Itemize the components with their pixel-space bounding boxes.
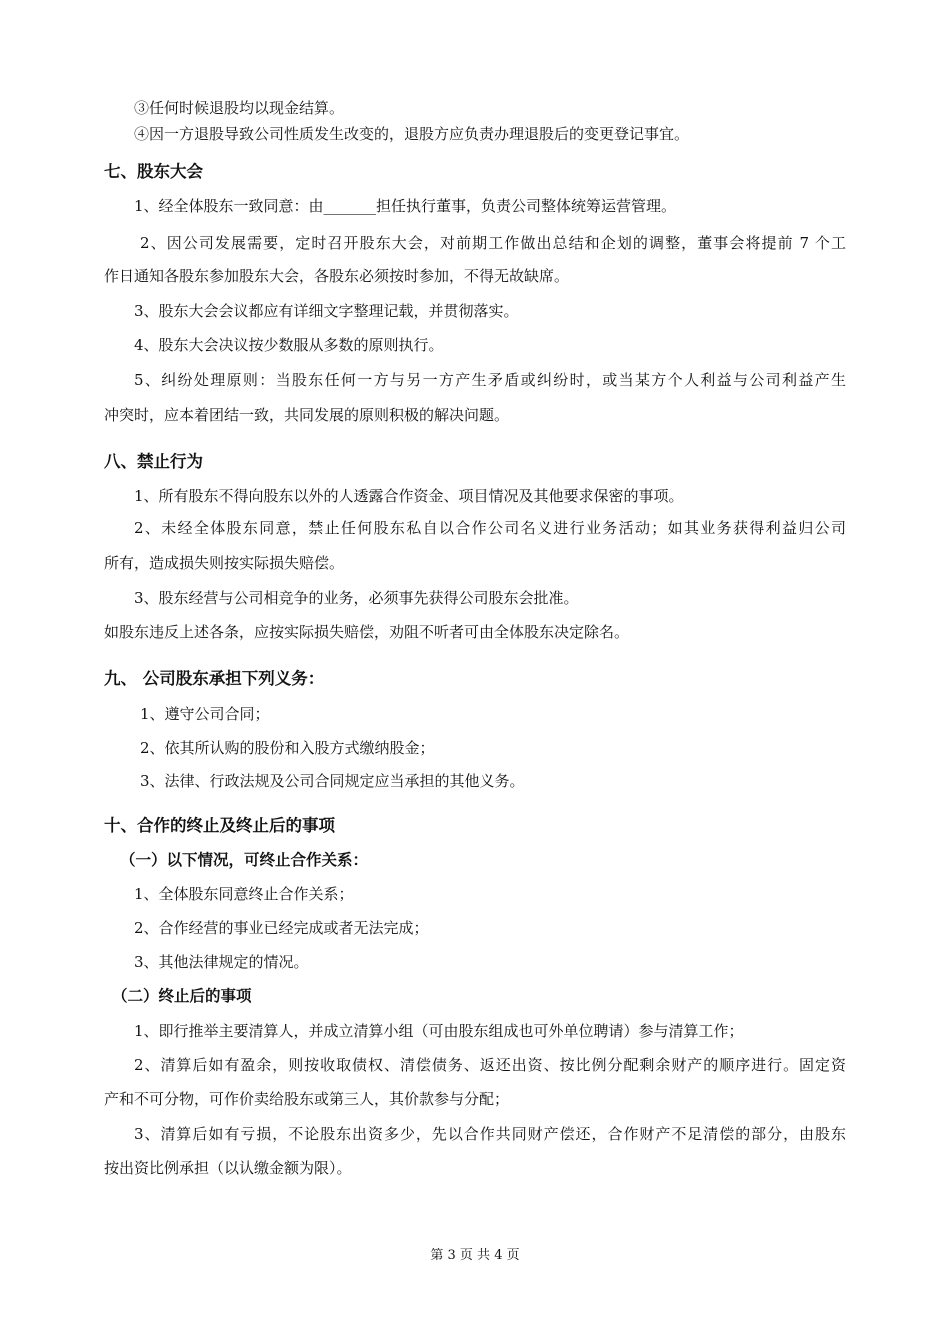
section-10-2-item-3-line-1: 3、清算后如有亏损，不论股东出资多少，先以合作共同财产偿还，合作财产不足清偿的部分，由股东: [134, 1125, 846, 1143]
section-7-item-3: 3、股东大会会议都应有详细文字整理记载，并贯彻落实。: [134, 302, 519, 320]
section-8-item-2-line-1: 2、未经全体股东同意，禁止任何股东私自以合作公司名义进行业务活动；如其业务获得利益归公司: [134, 519, 846, 537]
section-10-2-item-1: 1、即行推举主要清算人，并成立清算小组（可由股东组成也可外单位聘请）参与清算工作；: [134, 1022, 744, 1040]
section-7-heading: 七、股东大会: [104, 162, 203, 181]
section-7-item-5-line-1: 5、纠纷处理原则：当股东任何一方与另一方产生矛盾或纠纷时，或当某方个人利益与公司利益产生: [134, 371, 846, 389]
section-10-subheading-2: （二）终止后的事项: [112, 987, 252, 1005]
section-10-2-item-2-line-2: 产和不可分物，可作价卖给股东或第三人，其价款参与分配；: [104, 1090, 510, 1108]
section-7-item-5-line-2: 冲突时，应本着团结一致，共同发展的原则积极的解决问题。: [104, 406, 510, 424]
clause-6-item-3: ③任何时候退股均以现金结算。: [134, 99, 345, 117]
section-10-subheading-1: （一）以下情况，可终止合作关系：: [120, 851, 369, 869]
section-8-item-3: 3、股东经营与公司相竞争的业务，必须事先获得公司股东会批准。: [134, 589, 579, 607]
section-9-heading: 九、 公司股东承担下列义务：: [104, 669, 325, 688]
section-8-note: 如股东违反上述各条，应按实际损失赔偿，劝阻不听者可由全体股东决定除名。: [104, 623, 630, 641]
section-10-2-item-2-line-1: 2、清算后如有盈余，则按收取债权、清偿债务、返还出资、按比例分配剩余财产的顺序进行。固定资: [134, 1056, 846, 1074]
section-7-item-4: 4、股东大会决议按少数服从多数的原则执行。: [134, 336, 444, 354]
section-8-heading: 八、禁止行为: [104, 452, 203, 471]
section-7-item-2-line-1: 2、因公司发展需要，定时召开股东大会，对前期工作做出总结和企划的调整，董事会将提前 7 个工: [140, 234, 846, 252]
section-9-item-2: 2、依其所认购的股份和入股方式缴纳股金；: [140, 739, 435, 757]
section-8-item-2-line-2: 所有，造成损失则按实际损失赔偿。: [104, 554, 345, 572]
clause-6-item-4: ④因一方退股导致公司性质发生改变的，退股方应负责办理退股后的变更登记事宜。: [134, 125, 690, 143]
section-10-1-item-2: 2、合作经营的事业已经完成或者无法完成；: [134, 919, 429, 937]
section-10-2-item-3-line-2: 按出资比例承担（以认缴金额为限）。: [104, 1159, 352, 1177]
section-10-1-item-3: 3、其他法律规定的情况。: [134, 953, 309, 971]
section-10-1-item-1: 1、全体股东同意终止合作关系；: [134, 885, 354, 903]
section-9-item-1: 1、遵守公司合同；: [140, 705, 270, 723]
section-7-item-1: 1、经全体股东一致同意：由_______担任执行董事，负责公司整体统筹运营管理。: [134, 197, 677, 215]
section-8-item-1: 1、所有股东不得向股东以外的人透露合作资金、项目情况及其他要求保密的事项。: [134, 487, 684, 505]
section-7-item-2-line-2: 作日通知各股东参加股东大会，各股东必须按时参加，不得无故缺席。: [104, 267, 570, 285]
section-9-item-3: 3、法律、行政法规及公司合同规定应当承担的其他义务。: [140, 772, 525, 790]
section-10-heading: 十、合作的终止及终止后的事项: [104, 816, 335, 835]
page-footer: 第 3 页 共 4 页: [430, 1248, 520, 1263]
